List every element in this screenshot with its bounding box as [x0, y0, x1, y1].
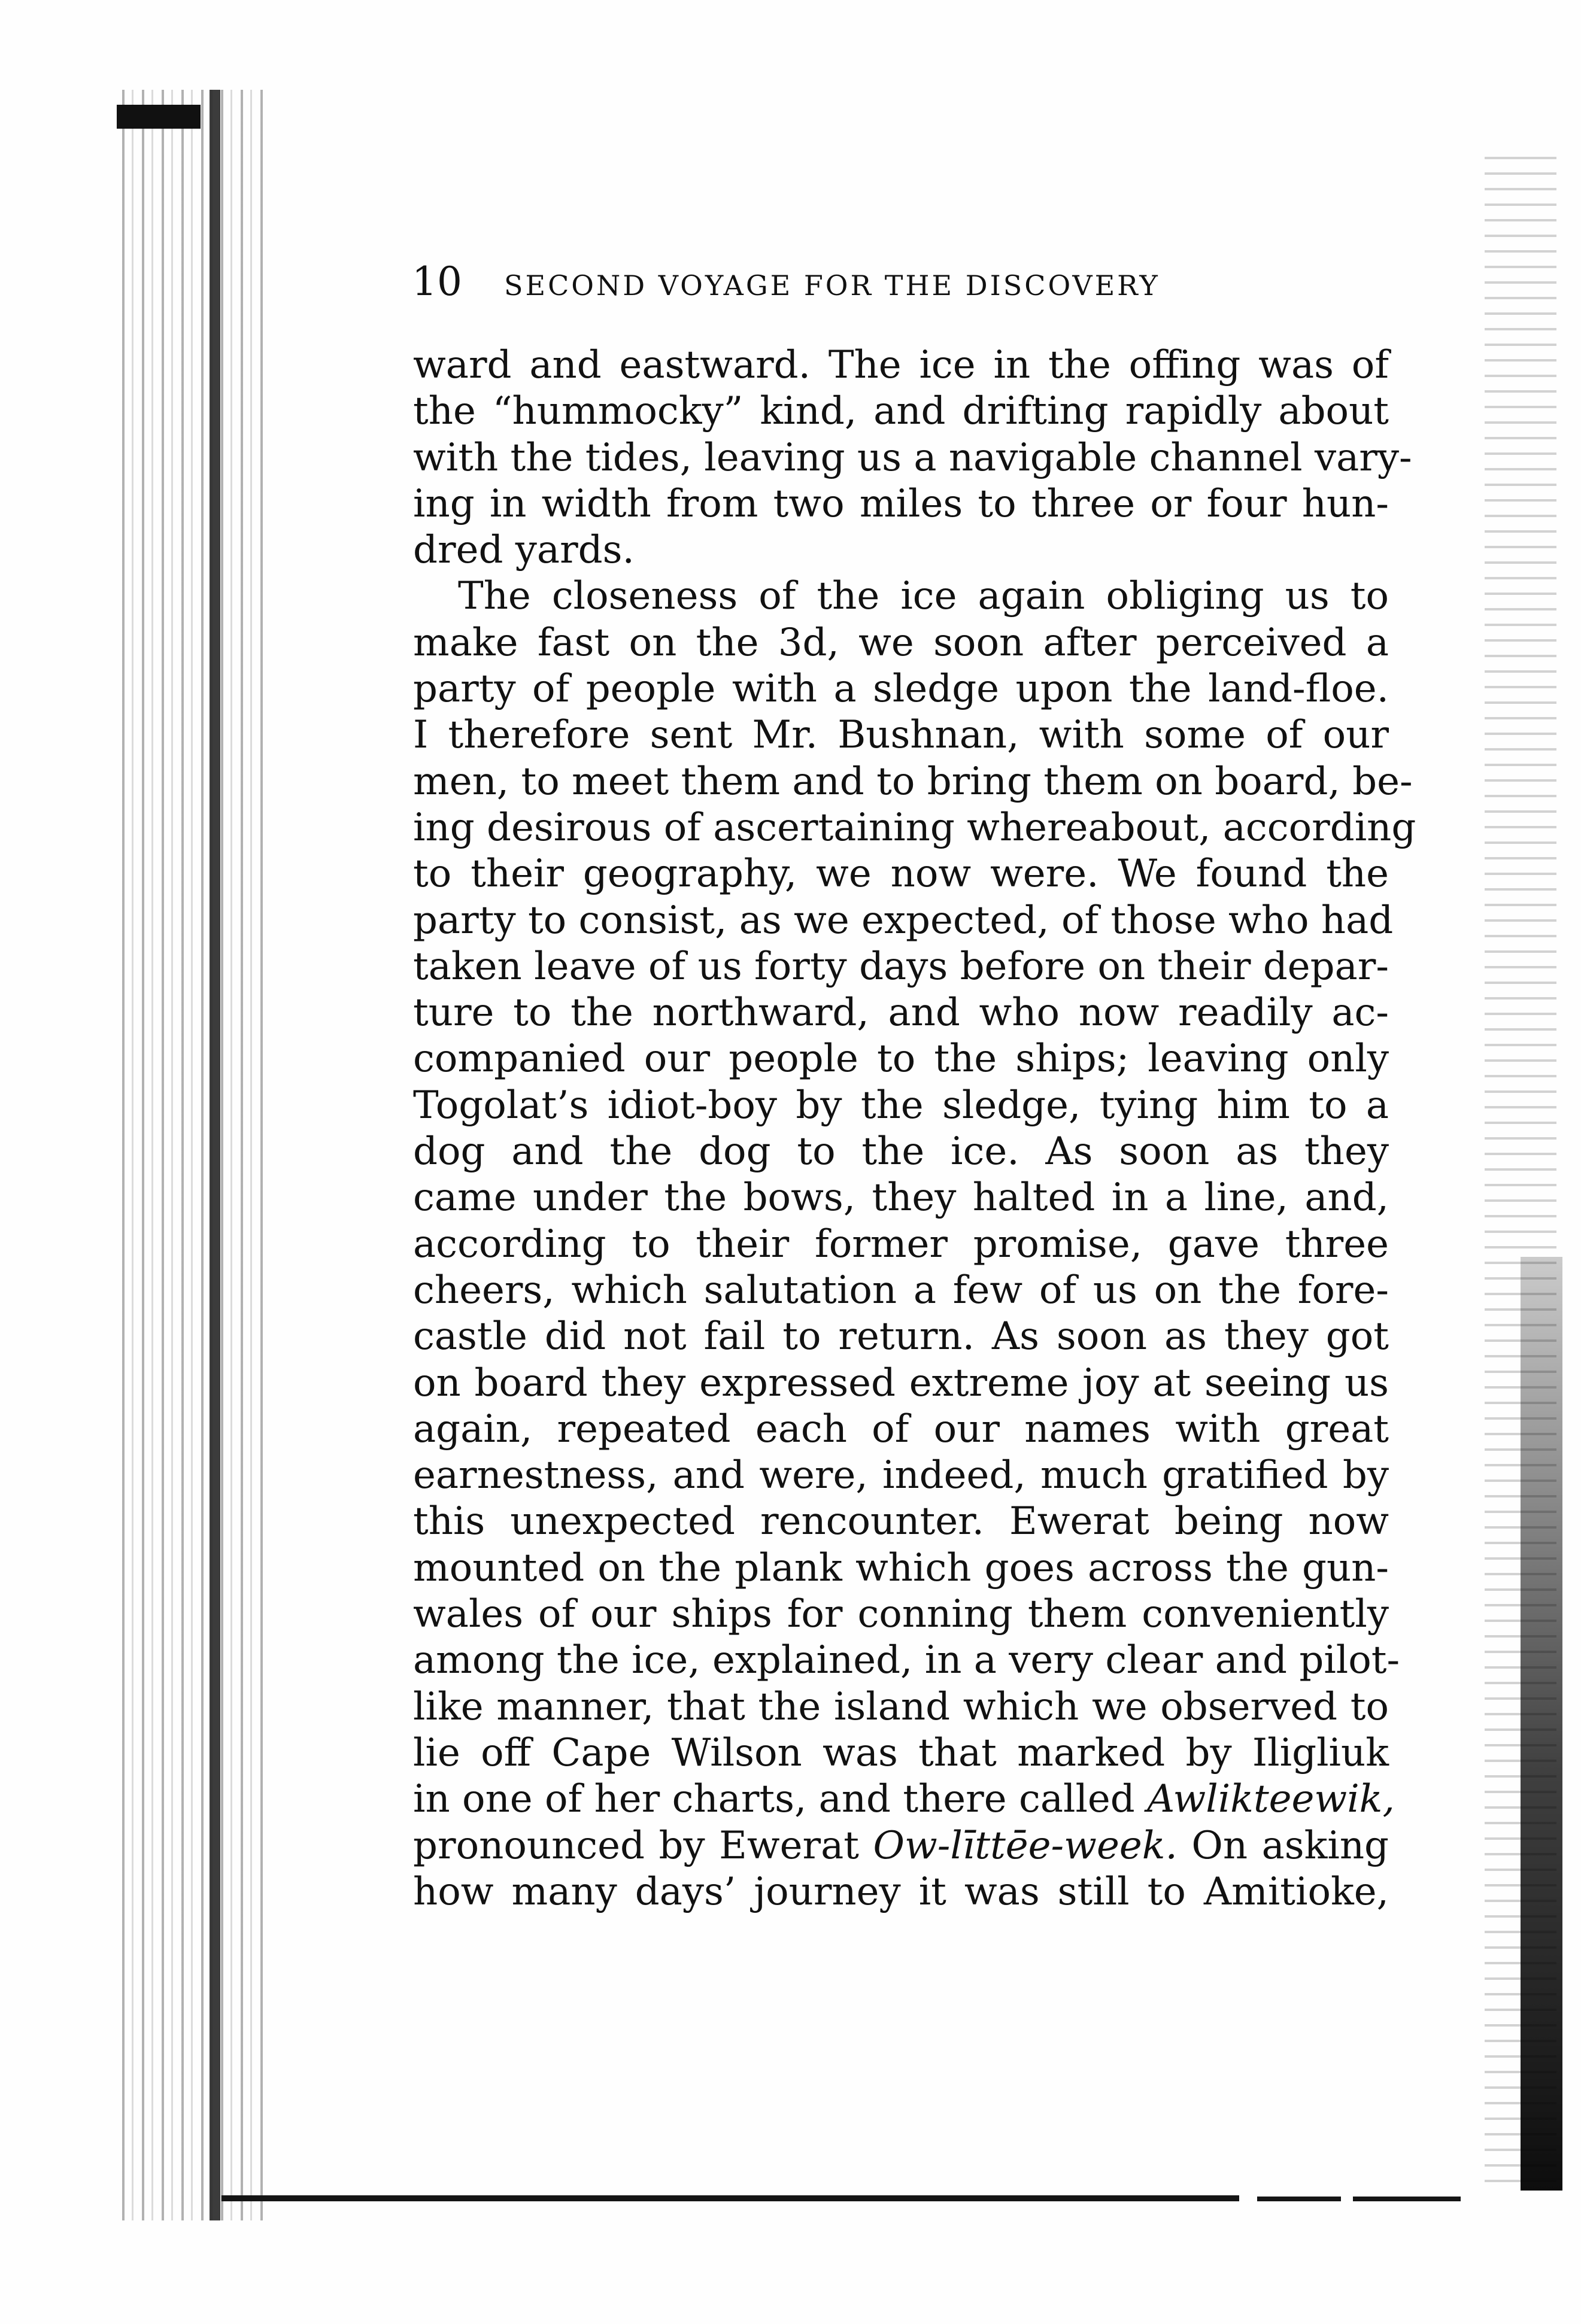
text-line: companied our people to the ships; leaving only: [413, 1037, 1389, 1082]
text-span: in one of her charts, and there called: [413, 1777, 1148, 1822]
text-line: earnestness, and were, indeed, much gratified by: [413, 1453, 1389, 1498]
text-line: again, repeated each of our names with great: [413, 1406, 1389, 1451]
text-line: ture to the northward, and who now readily ac-: [413, 991, 1389, 1035]
page-header: [412, 259, 1394, 324]
text-line: on board they expressed extreme joy at seeing us: [413, 1360, 1389, 1405]
text-line: among the ice, explained, in a very clear and pilot-: [413, 1638, 1400, 1683]
text-line: mounted on the plank which goes across the gun-: [413, 1545, 1389, 1590]
text-line: like manner, that the island which we observed to: [413, 1684, 1389, 1729]
text-line: [413, 1776, 1395, 1822]
text-line: came under the bows, they halted in a line, and,: [413, 1175, 1389, 1220]
bottom-rule-dash: [1353, 2197, 1461, 2201]
text-line: Togolat’s idiot-boy by the sledge, tying him to a: [413, 1083, 1389, 1128]
italic-pronunciation: Ow-līttēe-week.: [873, 1823, 1178, 1868]
text-line: [413, 1823, 1389, 1869]
running-head: SECOND VOYAGE FOR THE DISCOVERY: [503, 269, 1160, 302]
text-line: to their geography, we now were. We found the: [413, 852, 1389, 897]
text-span: On asking: [1177, 1823, 1389, 1868]
binding-gutter: [114, 90, 269, 2220]
text-line: ing in width from two miles to three or four hun-: [413, 481, 1389, 526]
text-line: the “hummocky” kind, and drifting rapidly about: [413, 389, 1389, 434]
text-line: I therefore sent Mr. Bushnan, with some of our: [413, 713, 1389, 758]
text-line: ward and eastward. The ice in the offing was of: [413, 343, 1389, 387]
page-number: 10: [412, 259, 462, 305]
text-line: party of people with a sledge upon the land-floe.: [413, 667, 1389, 712]
bottom-rule: [221, 2195, 1239, 2201]
binding-corner: [117, 105, 201, 129]
binding-edge: [210, 90, 220, 2220]
text-line: wales of our ships for conning them conveniently: [413, 1592, 1389, 1637]
text-line: this unexpected rencounter. Ewerat being now: [413, 1499, 1389, 1544]
text-line: ing desirous of ascertaining whereabout, according: [413, 805, 1416, 850]
text-line: how many days’ journey it was still to Amitioke,: [413, 1869, 1389, 1914]
text-line: dred yards.: [413, 528, 635, 573]
text-line: according to their former promise, gave three: [413, 1222, 1389, 1266]
text-line: dog and the dog to the ice. As soon as they: [413, 1129, 1389, 1174]
text-line: lie off Cape Wilson was that marked by Iligliuk: [413, 1730, 1389, 1775]
page-edge-shadow: [1521, 1257, 1562, 2191]
italic-place-name: Awlikteewik,: [1147, 1777, 1395, 1822]
body-text: [413, 342, 1416, 1915]
text-span: pronounced by Ewerat: [413, 1823, 873, 1868]
text-line: castle did not fail to return. As soon as they got: [413, 1314, 1389, 1359]
text-line: The closeness of the ice again obliging us to: [458, 574, 1389, 619]
text-line: men, to meet them and to bring them on board, be-: [413, 759, 1413, 804]
text-line: taken leave of us forty days before on their depar-: [413, 944, 1389, 989]
bottom-rule-dash: [1257, 2197, 1341, 2201]
text-line: cheers, which salutation a few of us on the fore-: [413, 1268, 1389, 1313]
text-line: with the tides, leaving us a navigable channel vary-: [413, 435, 1412, 480]
text-line: party to consist, as we expected, of those who had: [413, 898, 1394, 943]
text-line: make fast on the 3d, we soon after perceived a: [413, 620, 1389, 665]
